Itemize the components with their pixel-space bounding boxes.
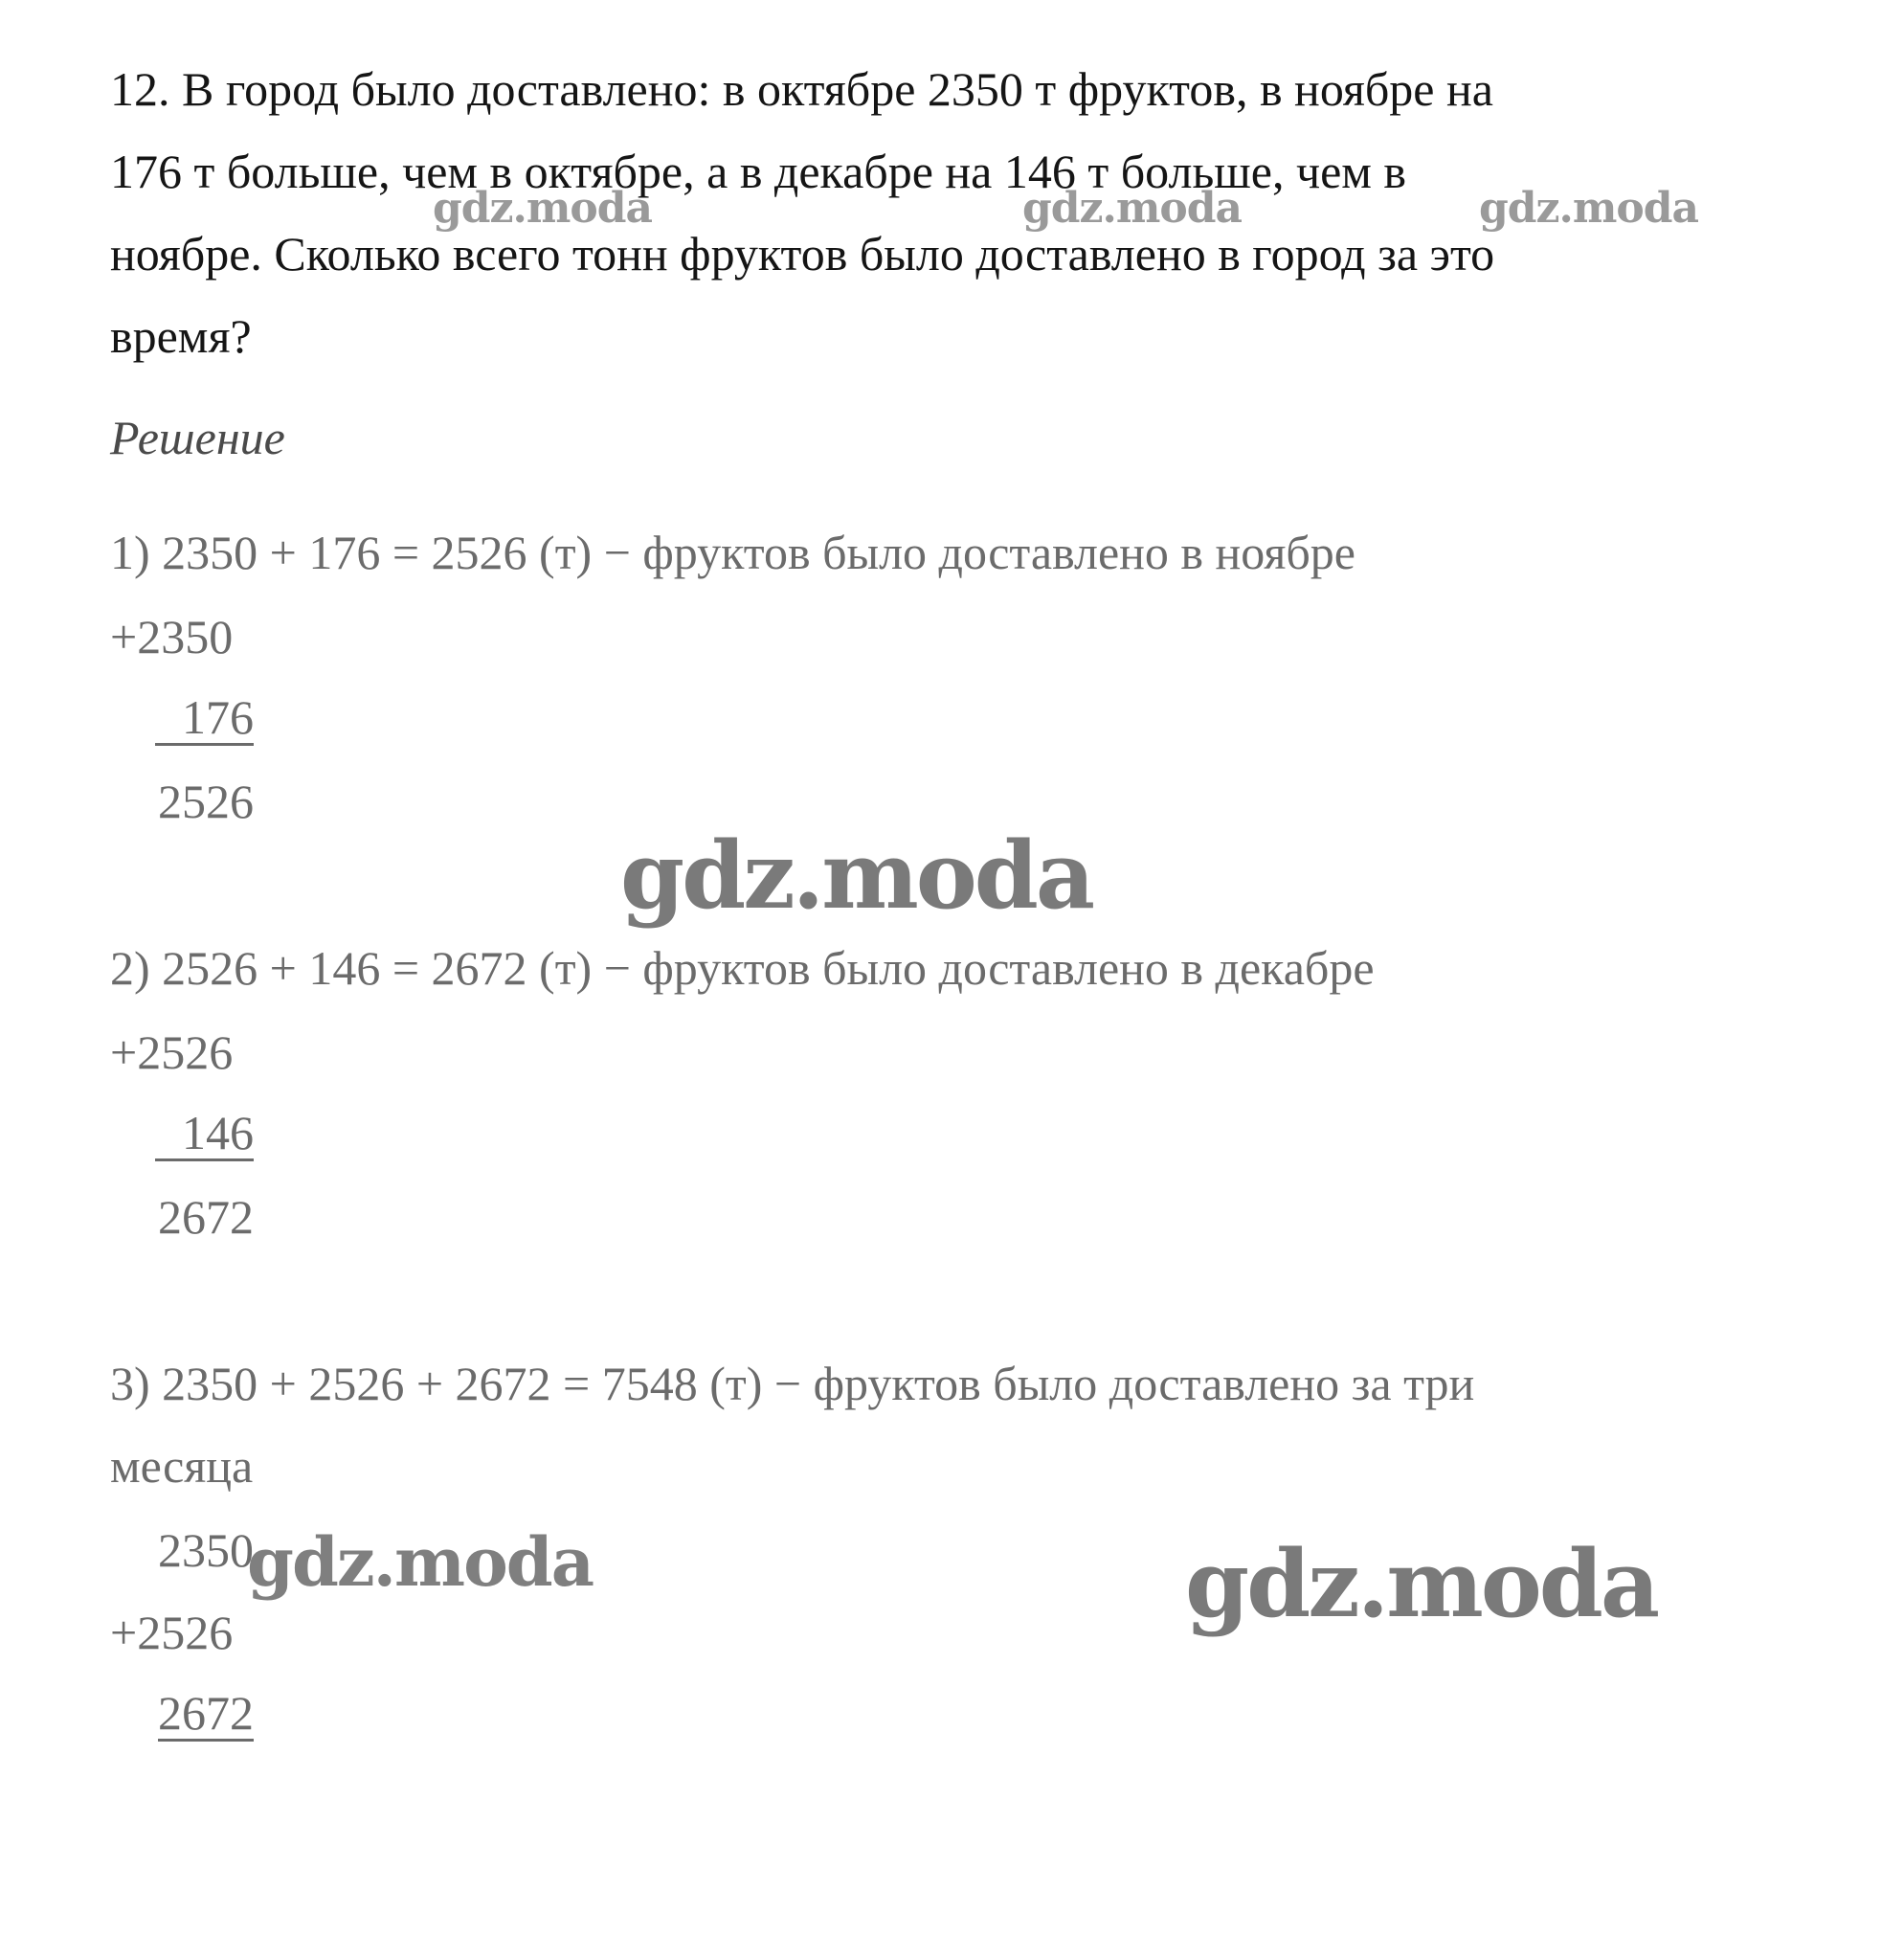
step-3-equation-line-2: месяца: [110, 1439, 254, 1493]
watermark-top-right: gdz.moda: [1479, 184, 1699, 233]
step-1-equation: 1) 2350 + 176 = 2526 (т) − фруктов было доставлено в ноябре: [110, 526, 1355, 579]
problem-line-1: 12. В город было доставлено: в октябре 2350 т фруктов, в ноябре на: [110, 62, 1493, 116]
watermark-bottom-left: gdz.moda: [247, 1522, 594, 1602]
step-3-equation-line-1: 3) 2350 + 2526 + 2672 = 7548 (т) − фруктов было доставлено за три: [110, 1357, 1475, 1410]
step-1-column-addend-1: +2350: [110, 610, 234, 663]
step-1-column-addend-2-value: 176: [155, 691, 254, 746]
step-2-column-addend-1: +2526: [110, 1025, 234, 1079]
step-2-equation: 2) 2526 + 146 = 2672 (т) − фруктов было доставлено в декабре: [110, 941, 1375, 995]
watermark-top-center: gdz.moda: [1022, 184, 1243, 233]
step-1-column-sum: 2526: [158, 775, 254, 828]
watermark-bottom-right: gdz.moda: [1185, 1530, 1658, 1638]
step-3-column-addend-1: 2350: [158, 1523, 254, 1577]
step-2-column-sum: 2672: [158, 1190, 254, 1244]
step-3-column-addend-3: [0, 1685, 254, 1742]
step-3-column-addend-3-value: 2672: [158, 1686, 254, 1740]
step-3-column-addend-2: +2526: [110, 1606, 234, 1659]
step-2-column-addend-2-value: 146: [155, 1107, 254, 1161]
problem-line-2: 176 т больше, чем в октябре, а в декабре на 146 т больше, чем в: [110, 145, 1407, 198]
watermark-middle: gdz.moda: [620, 821, 1093, 930]
solution-heading: Решение: [110, 411, 285, 464]
step-1-column-addend-2: [0, 689, 254, 746]
problem-line-4: время?: [110, 309, 252, 363]
step-2-column-addend-2: [0, 1105, 254, 1161]
watermark-top-left: gdz.moda: [433, 184, 653, 233]
problem-line-3: ноябре. Сколько всего тонн фруктов было доставлено в город за это: [110, 227, 1495, 281]
